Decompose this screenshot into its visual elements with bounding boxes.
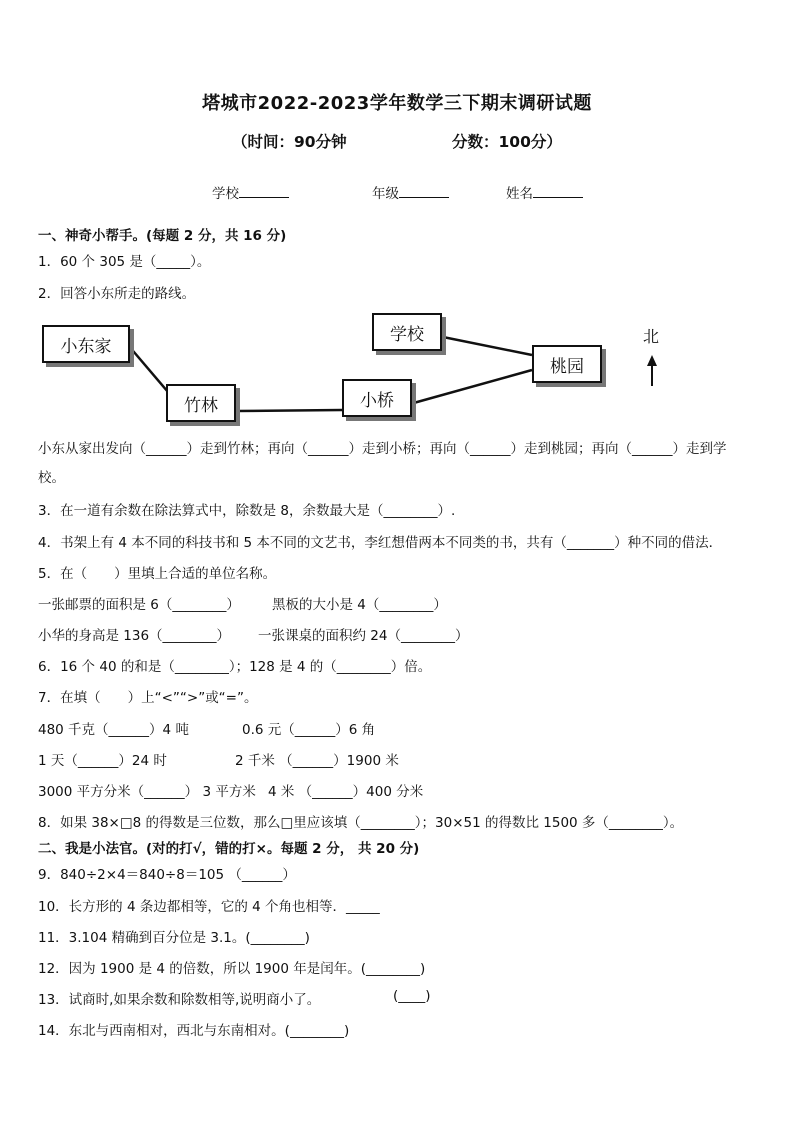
question-5b: 黑板的大小是 4（________） bbox=[272, 597, 447, 613]
exam-time: （时间：90分钟 bbox=[232, 133, 347, 151]
section1-heading: 一、神奇小帮手。(每题 2 分，共 16 分) bbox=[38, 228, 287, 244]
question-4: 4．书架上有 4 本不同的科技书和 5 本不同的文艺书，李红想借两本不同类的书，共有（_______）种不同的借法． bbox=[38, 535, 723, 551]
path-home-bamboo bbox=[128, 345, 168, 392]
question-5: 5．在（ ）里填上合适的单位名称。 bbox=[38, 566, 277, 582]
question-7d: 2 千米 （______）1900 米 bbox=[235, 753, 399, 769]
school-field bbox=[212, 182, 289, 202]
name-label: 姓名 bbox=[506, 186, 533, 202]
question-5a: 一张邮票的面积是 6（________） bbox=[38, 597, 240, 613]
question-1: 1．60 个 305 是（_____）。 bbox=[38, 254, 211, 270]
question-11: 11．3.104 精确到百分位是 3.1。(________) bbox=[38, 930, 310, 946]
question-2-text-cont: 校。 bbox=[38, 470, 65, 486]
page-title: 塔城市2022-2023学年数学三下期末调研试题 bbox=[202, 93, 592, 114]
question-13-blank: (____) bbox=[393, 988, 431, 1004]
grade-field bbox=[372, 182, 449, 202]
question-7a: 480 千克（______）4 吨 bbox=[38, 722, 189, 738]
question-10: 10．长方形的 4 条边都相等，它的 4 个角也相等．_____ bbox=[38, 899, 380, 915]
question-7: 7．在填（ ）上“<”“>”或“=”。 bbox=[38, 690, 258, 706]
north-arrow-icon bbox=[647, 355, 657, 366]
grade-label: 年级 bbox=[372, 186, 399, 202]
question-2-text: 小东从家出发向（______）走到竹林；再向（______）走到小桥；再向（______）走到桃园；再向（______）走到学 bbox=[38, 441, 727, 457]
question-5d: 一张课桌的面积约 24（________） bbox=[258, 628, 469, 644]
question-14: 14．东北与西南相对，西北与东南相对。(________) bbox=[38, 1023, 350, 1039]
question-6: 6．16 个 40 的和是（________）；128 是 4 的（________）倍。 bbox=[38, 659, 432, 675]
question-12: 12．因为 1900 是 4 的倍数，所以 1900 年是闰年。(________) bbox=[38, 961, 426, 977]
place-bamboo: 竹林 bbox=[166, 384, 236, 422]
question-7b: 0.6 元（______）6 角 bbox=[242, 722, 376, 738]
path-bamboo-bridge bbox=[236, 410, 342, 411]
place-bridge: 小桥 bbox=[342, 379, 412, 417]
path-school-peach bbox=[438, 336, 532, 355]
question-8: 8．如果 38×□8 的得数是三位数，那么□里应该填（________）；30×51 的得数比 1500 多（________）。 bbox=[38, 815, 684, 831]
exam-score: 分数：100分） bbox=[452, 133, 562, 151]
question-7c: 1 天（______）24 时 bbox=[38, 753, 167, 769]
school-label: 学校 bbox=[212, 186, 239, 202]
place-home: 小东家 bbox=[42, 325, 130, 363]
section2-heading: 二、我是小法官。(对的打√，错的打×。每题 2 分， 共 20 分) bbox=[38, 841, 420, 857]
grade-blank[interactable] bbox=[399, 185, 449, 198]
path-bridge-peach bbox=[410, 370, 532, 404]
name-field bbox=[506, 182, 583, 202]
question-7f: 4 米 （______）400 分米 bbox=[268, 784, 424, 800]
question-13: 13．试商时,如果余数和除数相等,说明商小了。 bbox=[38, 992, 321, 1008]
question-7e: 3000 平方分米（______） 3 平方米 bbox=[38, 784, 256, 800]
place-school: 学校 bbox=[372, 313, 442, 351]
school-blank[interactable] bbox=[239, 185, 289, 198]
question-9: 9．840÷2×4＝840÷8＝105 （______） bbox=[38, 867, 296, 883]
question-2: 2．回答小东所走的路线。 bbox=[38, 286, 196, 302]
north-label: 北 bbox=[643, 327, 660, 346]
question-5c: 小华的身高是 136（________） bbox=[38, 628, 231, 644]
place-peach: 桃园 bbox=[532, 345, 602, 383]
name-blank[interactable] bbox=[533, 185, 583, 198]
question-3: 3．在一道有余数在除法算式中，除数是 8，余数最大是（________）. bbox=[38, 503, 456, 519]
